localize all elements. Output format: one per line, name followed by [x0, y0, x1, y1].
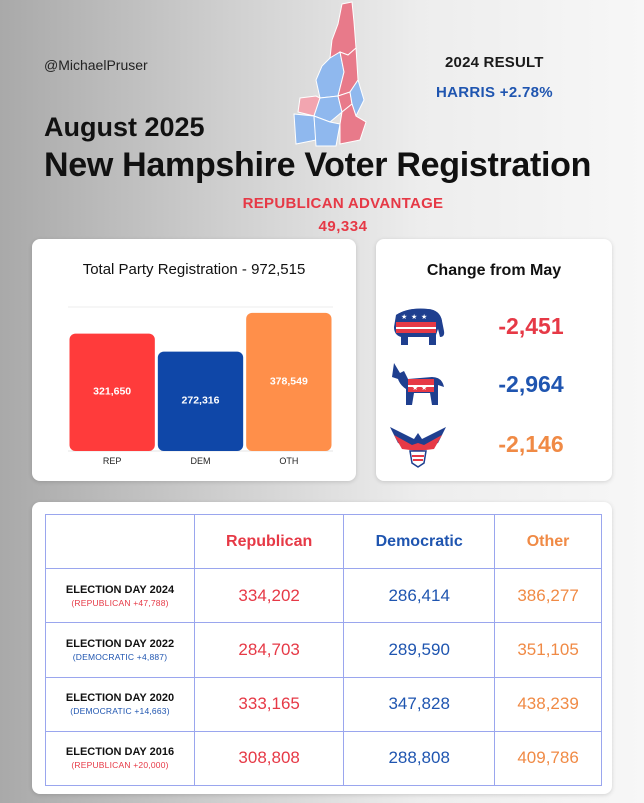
cell-other: 409,786 [495, 731, 602, 785]
header-republican: Republican [195, 515, 344, 569]
other-eagle-icon [388, 419, 448, 469]
x-tick-label-dem: DEM [190, 456, 211, 466]
change-value-democratic: -2,964 [498, 371, 564, 397]
svg-text:★: ★ [421, 314, 428, 321]
report-month: August 2025 [44, 112, 205, 142]
table-corner-cell [46, 515, 195, 569]
history-table-card [32, 502, 612, 794]
cell-democratic: 289,590 [344, 623, 495, 677]
row-label [46, 623, 195, 677]
cell-republican: 308,808 [195, 731, 344, 785]
svg-text:★: ★ [411, 314, 418, 321]
row-label [46, 677, 195, 731]
result-value: HARRIS +2.78% [436, 84, 553, 101]
bar-value-label-rep: 321,650 [93, 385, 132, 398]
svg-text:★: ★ [412, 385, 419, 392]
table-row [46, 569, 602, 623]
page-title: New Hampshire Voter Registration [44, 146, 592, 184]
map-county-cheshire [294, 114, 316, 144]
svg-text:★: ★ [421, 385, 428, 392]
table-header-row [46, 515, 602, 569]
bar-value-label-oth: 378,549 [269, 375, 308, 388]
row-label [46, 569, 195, 623]
republican-elephant-icon [388, 301, 448, 351]
row-margin: (REPUBLICAN +47,788) [71, 597, 169, 608]
new-hampshire-map [290, 0, 370, 150]
row-margin: (DEMOCRATIC +14,663) [70, 706, 170, 717]
map-county-rockingham [340, 104, 366, 144]
table-row [46, 623, 602, 677]
change-value-republican: -2,451 [498, 313, 564, 339]
map-county-hillsborough [314, 116, 340, 146]
cell-democratic: 347,828 [344, 677, 495, 731]
cell-republican: 284,703 [195, 623, 344, 677]
x-tick-label-rep: REP [102, 456, 122, 466]
table-row [46, 677, 602, 731]
registration-bar-chart [32, 239, 356, 481]
result-label: 2024 RESULT [445, 54, 544, 71]
cell-other: 386,277 [495, 569, 602, 623]
table-row [46, 731, 602, 785]
cell-other: 438,239 [495, 677, 602, 731]
cell-republican: 334,202 [195, 569, 344, 623]
row-label [46, 731, 195, 785]
svg-text:★: ★ [401, 314, 408, 321]
bar-value-label-dem: 272,316 [181, 394, 220, 407]
total-registration-title: Total Party Registration - 972,515 [82, 261, 306, 278]
cell-democratic: 288,808 [344, 731, 495, 785]
change-row-democratic [376, 359, 612, 409]
total-registration-card [32, 239, 356, 481]
democratic-donkey-icon [388, 359, 448, 409]
change-value-other: -2,146 [498, 431, 564, 457]
row-title: ELECTION DAY 2022 [65, 637, 175, 650]
history-table [45, 514, 602, 786]
header-democratic: Democratic [344, 515, 495, 569]
row-title: ELECTION DAY 2020 [65, 692, 175, 705]
row-margin: (DEMOCRATIC +4,887) [72, 651, 168, 662]
map-county-coos [330, 2, 356, 58]
change-card-title: Change from May [426, 262, 562, 279]
cell-republican: 333,165 [195, 677, 344, 731]
cell-democratic: 286,414 [344, 569, 495, 623]
header-other: Other [495, 515, 602, 569]
change-row-republican [376, 301, 612, 351]
advantage-label: REPUBLICAN ADVANTAGE [242, 195, 444, 212]
row-title: ELECTION DAY 2024 [65, 583, 175, 596]
cell-other: 351,105 [495, 623, 602, 677]
advantage-value: 49,334 [318, 218, 368, 235]
author-handle: @MichaelPruser [44, 57, 148, 73]
x-tick-label-oth: OTH [279, 456, 299, 466]
change-row-other [376, 419, 612, 469]
row-title: ELECTION DAY 2016 [65, 746, 175, 759]
change-card [376, 239, 612, 481]
row-margin: (REPUBLICAN +20,000) [71, 760, 169, 771]
